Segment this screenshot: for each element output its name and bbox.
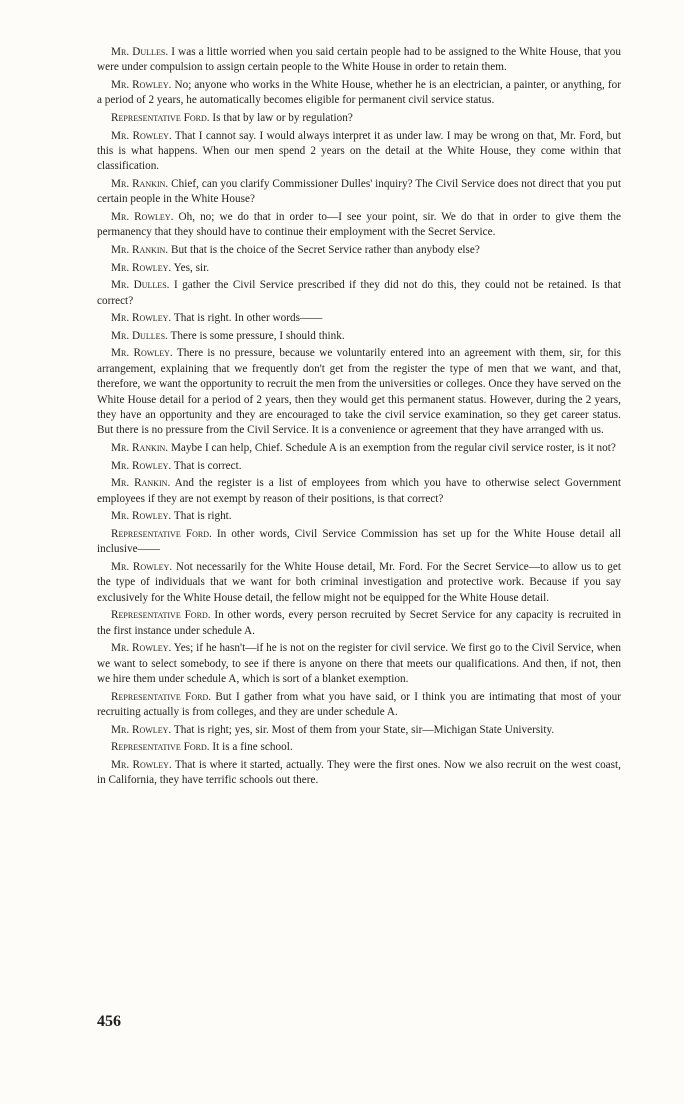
speech-text: It is a fine school.	[209, 741, 293, 754]
speech-text: That I cannot say. I would always interpret it as under law. I may be wrong on that, Mr. Ford, but this is what happens. When our men spend 2 years on the detail at the White House, they come within that classification.	[97, 129, 621, 173]
speaker-name: Representative Ford.	[111, 690, 212, 703]
transcript-paragraph	[97, 78, 621, 109]
speech-text: Not necessarily for the White House detail, Mr. Ford. For the Secret Service—to allow us to get the type of individuals that we want for both criminal investigation and protective work. Because if you say exclusively for the White House detail, the fellow might not be equipped for the White House detail.	[97, 560, 621, 604]
speech-text: There is no pressure, because we voluntarily entered into an agreement with them, sir, for this arrangement, explaining that we frequently don't get from the register the type of men that we want, and that, therefore, we want the opportunity to recruit the men from the universities or colleges. Once they have served on the White House detail for a period of 2 years, then they would get this permanent status. However, during the 2 years, they have an opportunity and they are encouraged to take the civil service examination, so they get career status. But there is no pressure from the Civil Service. It is a convenience or agreement that they have arranged with us.	[97, 347, 621, 437]
speaker-name: Mr. Rowley.	[111, 459, 172, 472]
speech-text: Yes; if he hasn't—if he is not on the register for civil service. We first go to the Civil Service, when we want to select somebody, to see if there is anyone on there that meets our qualifications. And then, if not, then we hire them under schedule A, which is sort of a blanket exemption.	[97, 642, 621, 685]
speaker-name: Mr. Rankin.	[111, 178, 169, 190]
speech-text: Is that by law or by regulation?	[209, 112, 353, 124]
speech-text: There is some pressure, I should think.	[167, 329, 345, 342]
speaker-name: Mr. Rankin.	[111, 477, 171, 490]
speaker-name: Mr. Rowley.	[111, 723, 172, 736]
speaker-name: Mr. Rowley.	[111, 560, 173, 573]
speaker-name: Mr. Rowley.	[111, 261, 172, 274]
transcript-paragraph	[97, 329, 621, 344]
speech-text: That is correct.	[171, 459, 242, 472]
transcript-paragraph	[97, 560, 621, 606]
speech-text: In other words, every person recruited by Secret Service for any capacity is recruited in the first instance under schedule A.	[97, 609, 621, 637]
speech-text: Maybe I can help, Chief. Schedule A is an exemption from the regular civil service roster, is it not?	[168, 442, 616, 454]
speaker-name: Mr. Rowley.	[111, 347, 173, 360]
speech-text: And the register is a list of employees from which you have to otherwise select Government employees if they are not exempt by reason of their positions, is that correct?	[97, 477, 621, 505]
transcript-paragraph	[97, 740, 621, 755]
speech-text: But that is the choice of the Secret Service rather than anybody else?	[168, 244, 480, 256]
speech-text: I was a little worried when you said certain people had to be assigned to the White House, that you were under compulsion to assign certain people to the White House in order to retain them.	[97, 46, 621, 74]
page-number: 456	[97, 1013, 121, 1030]
speech-text: That is right. In other words——	[171, 312, 323, 325]
transcript-paragraph	[97, 261, 621, 276]
transcript-paragraph	[97, 527, 621, 558]
transcript-paragraph	[97, 210, 621, 241]
speaker-name: Mr. Dulles.	[111, 46, 169, 58]
speaker-name: Mr. Rowley.	[111, 129, 172, 142]
speech-text: I gather the Civil Service prescribed if they did not do this, they could not be retained. Is that correct?	[97, 279, 621, 307]
speaker-name: Representative Ford.	[111, 527, 212, 540]
transcript-paragraph	[97, 45, 621, 76]
transcript-paragraph	[97, 608, 621, 639]
transcript-paragraph	[97, 243, 621, 258]
speaker-name: Mr. Rowley.	[111, 211, 174, 223]
speaker-name: Mr. Rowley.	[111, 79, 172, 91]
transcript-paragraph	[97, 690, 621, 721]
speech-text: That is right.	[171, 510, 232, 523]
transcript-paragraph	[97, 441, 621, 456]
transcript-paragraph	[97, 723, 621, 738]
transcript-paragraph	[97, 509, 621, 524]
transcript-paragraph	[97, 758, 621, 789]
transcript-paragraph	[97, 177, 621, 208]
speaker-name: Representative Ford.	[111, 609, 211, 622]
speaker-name: Representative Ford.	[111, 112, 210, 124]
speaker-name: Mr. Rankin.	[111, 442, 169, 454]
speech-text: Oh, no; we do that in order to—I see your point, sir. We do that in order to give them the permanency that they should have to continue their employment with the Secret Service.	[97, 211, 621, 239]
speech-text: No; anyone who works in the White House, whether he is an electrician, a painter, or anything, for a period of 2 years, he automatically becomes eligible for permanent civil service status.	[97, 79, 621, 107]
speech-text: That is right; yes, sir. Most of them from your State, sir—Michigan State University.	[171, 723, 555, 736]
transcript-paragraph	[97, 476, 621, 507]
speech-text: Chief, can you clarify Commissioner Dulles' inquiry? The Civil Service does not direct that you put certain people in the White House?	[97, 178, 621, 206]
speech-text: In other words, Civil Service Commission has set up for the White House detail all inclusive——	[97, 527, 621, 556]
transcript-paragraph	[97, 311, 621, 326]
speech-text: That is where it started, actually. They were the first ones. Now we also recruit on the west coast, in California, they have terrific schools out there.	[97, 758, 621, 787]
speech-text: Yes, sir.	[171, 261, 210, 274]
speaker-name: Mr. Dulles.	[111, 329, 168, 342]
transcript-body	[97, 45, 621, 791]
transcript-paragraph	[97, 459, 621, 474]
speaker-name: Representative Ford.	[111, 741, 210, 754]
speaker-name: Mr. Dulles.	[111, 279, 170, 292]
transcript-paragraph	[97, 641, 621, 687]
transcript-paragraph	[97, 111, 621, 126]
speaker-name: Mr. Rowley.	[111, 642, 172, 655]
speaker-name: Mr. Rowley.	[111, 758, 172, 771]
transcript-paragraph	[97, 278, 621, 309]
speaker-name: Mr. Rankin.	[111, 244, 169, 256]
speech-text: But I gather from what you have said, or I think you are intimating that most of your recruiting actually is from colleges, and they are under schedule A.	[97, 690, 621, 718]
speaker-name: Mr. Rowley.	[111, 312, 172, 325]
speaker-name: Mr. Rowley.	[111, 510, 172, 523]
transcript-paragraph	[97, 346, 621, 438]
transcript-paragraph	[97, 129, 621, 175]
